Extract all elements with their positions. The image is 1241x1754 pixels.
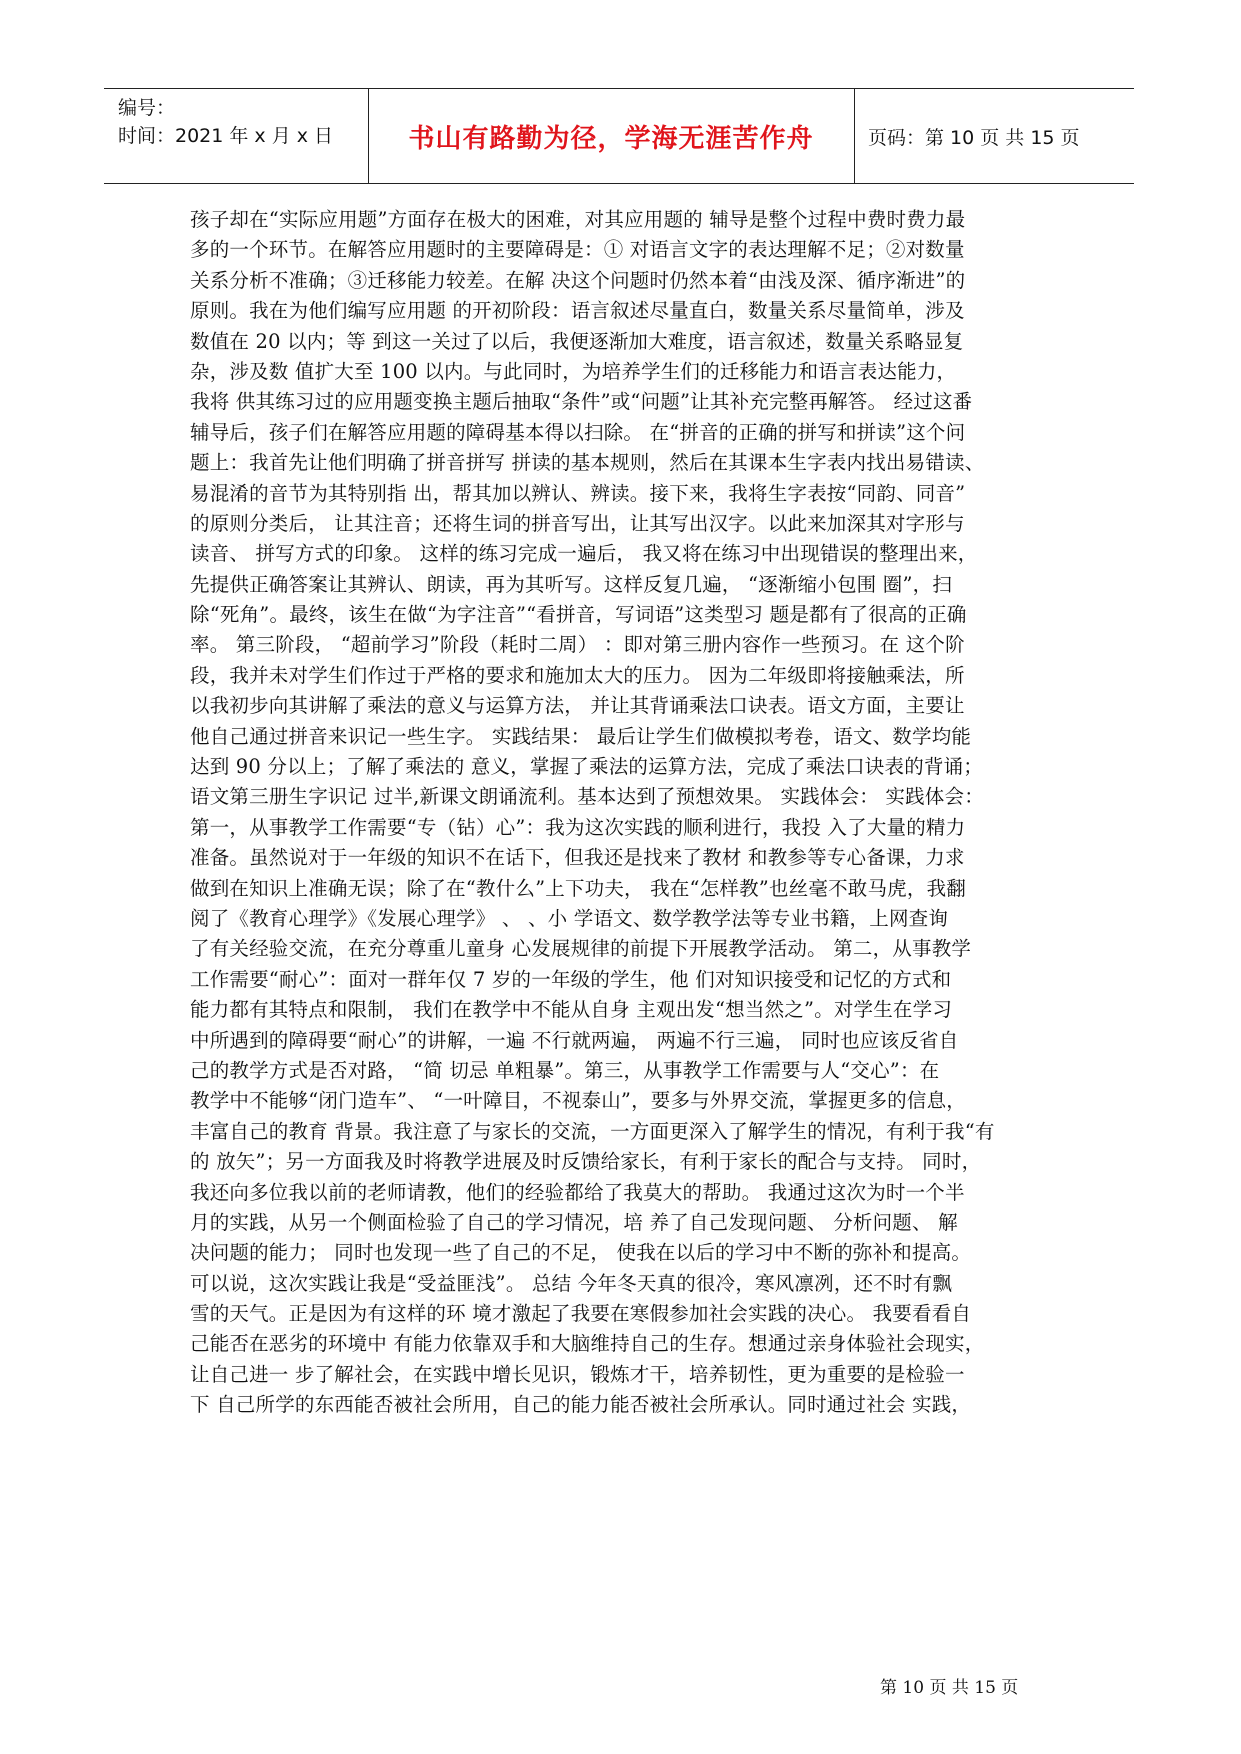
paragraph-line: 易混淆的音节为其特别指 出，帮其加以辨认、辨读。接下来，我将生字表按“同韵、同音” bbox=[190, 481, 966, 505]
paragraph-line: 杂，涉及数 值扩大至 100 以内。与此同时，为培养学生们的迁移能力和语言表达能力， bbox=[190, 359, 957, 383]
paragraph-line: 读音、 拼写方式的印象。 这样的练习完成一遍后， 我又将在练习中出现错误的整理出来， bbox=[190, 542, 978, 566]
paragraph-line: 了有关经验交流，在充分尊重儿童身 心发展规律的前提下开展教学活动。 第二，从事教学 bbox=[190, 937, 972, 961]
paragraph-line: 中所遇到的障碍要“耐心”的讲解，一遍 不行就两遍， 两遍不行三遍， 同时也应该反省自 bbox=[190, 1028, 959, 1052]
paragraph-line: 原则。我在为他们编写应用题 的开初阶段：语言叙述尽量直白，数量关系尽量简单，涉及 bbox=[190, 299, 965, 323]
paragraph-line: 做到在知识上准确无误；除了在“教什么”上下功夫， 我在“怎样教”也丝毫不敢马虎，我翻 bbox=[190, 876, 966, 900]
document-time: 时间：2021 年 x 月 x 日 bbox=[118, 125, 334, 147]
body-text bbox=[190, 205, 1070, 1421]
paragraph-line: 数值在 20 以内；等 到这一关过了以后，我便逐渐加大难度，语言叙述，数量关系略显复 bbox=[190, 329, 964, 353]
paragraph-line: 率。 第三阶段， “超前学习”阶段（耗时二周） ：即对第三册内容作一些预习。在 这个阶 bbox=[190, 633, 965, 657]
page-footer: 第 10 页 共 15 页 bbox=[880, 1678, 1019, 1698]
paragraph-line: 先提供正确答案让其辨认、朗读，再为其听写。这样反复几遍， “逐渐缩小包围 圈”，扫 bbox=[190, 572, 953, 596]
header-page-cell bbox=[854, 89, 1134, 183]
paragraph-line: 工作需要“耐心”：面对一群年仅 7 岁的一年级的学生，他 们对知识接受和记忆的方式和 bbox=[190, 967, 952, 991]
paragraph-line: 关系分析不准确；③迁移能力较差。在解 决这个问题时仍然本着“由浅及深、循序渐进”的 bbox=[190, 268, 966, 292]
paragraph-line: 己的教学方式是否对路， “简 切忌 单粗暴”。第三，从事教学工作需要与人“交心”：在 bbox=[190, 1058, 940, 1082]
paragraph-line: 可以说，这次实践让我是“受益匪浅”。 总结 今年冬天真的很冷，寒风凛冽，还不时有飘 bbox=[190, 1271, 953, 1295]
paragraph-line: 能力都有其特点和限制， 我们在教学中不能从自身 主观出发“想当然之”。对学生在学习 bbox=[190, 998, 953, 1022]
paragraph-line: 的 放矢”；另一方面我及时将教学进展及时反馈给家长，有利于家长的配合与支持。 同时， bbox=[190, 1150, 982, 1174]
paragraph-line: 下 自己所学的东西能否被社会所用，自己的能力能否被社会所承认。同时通过社会 实践， bbox=[190, 1393, 972, 1417]
paragraph-line: 月的实践，从另一个侧面检验了自己的学习情况，培 养了自己发现问题、 分析问题、 解 bbox=[190, 1210, 958, 1234]
paragraph-line: 辅导后，孩子们在解答应用题的障碍基本得以扫除。 在“拼音的正确的拼写和拼读”这个问 bbox=[190, 420, 966, 444]
document-number-label: 编号： bbox=[118, 97, 176, 119]
paragraph-line: 雪的天气。正是因为有这样的环 境才激起了我要在寒假参加社会实践的决心。 我要看看自 bbox=[190, 1302, 972, 1326]
page-header bbox=[104, 88, 1134, 184]
paragraph-line: 达到 90 分以上；了解了乘法的 意义，掌握了乘法的运算方法，完成了乘法口诀表的背诵； bbox=[190, 755, 984, 779]
paragraph-line: 孩子却在“实际应用题”方面存在极大的困难，对其应用题的 辅导是整个过程中费时费力最 bbox=[190, 208, 966, 231]
paragraph-line: 第一，从事教学工作需要“专（钻）心”：我为这次实践的顺利进行，我投 入了大量的精力 bbox=[190, 815, 966, 839]
header-page-code: 页码：第 10 页 共 15 页 bbox=[868, 127, 1080, 149]
paragraph-line: 准备。虽然说对于一年级的知识不在话下，但我还是找来了教材 和教参等专心备课，力求 bbox=[190, 846, 965, 870]
header-motto: 书山有路勤为径，学海无涯苦作舟 bbox=[408, 124, 814, 154]
paragraph-line: 教学中不能够“闭门造车”、 “一叶障目，不视泰山”，要多与外界交流，掌握更多的信息， bbox=[190, 1089, 966, 1113]
paragraph-line: 以我初步向其讲解了乘法的意义与运算方法， 并让其背诵乘法口诀表。语文方面，主要让 bbox=[190, 694, 965, 718]
paragraph-line: 语文第三册生字识记 过半,新课文朗诵流利。基本达到了预想效果。 实践体会： 实践体会： bbox=[190, 785, 984, 809]
header-motto-cell bbox=[368, 89, 855, 183]
paragraph-line: 除“死角”。最终，该生在做“为字注音”“看拼音，写词语”这类型习 题是都有了很高的正确 bbox=[190, 603, 967, 627]
paragraph-line: 他自己通过拼音来识记一些生字。 实践结果： 最后让学生们做模拟考卷，语文、数学均能 bbox=[190, 724, 972, 748]
paragraph-line: 题上：我首先让他们明确了拼音拼写 拼读的基本规则，然后在其课本生字表内找出易错读、 bbox=[190, 451, 985, 475]
paragraph-line: 我将 供其练习过的应用题变换主题后抽取“条件”或“问题”让其补充完整再解答。 经过这番 bbox=[190, 390, 973, 414]
paragraph-line: 阅了《教育心理学》《发展心理学》 、 、小 学语文、数学教学法等专业书籍，上网查询 bbox=[190, 906, 949, 930]
paragraph-line: 己能否在恶劣的环境中 有能力依靠双手和大脑维持自己的生存。想通过亲身体验社会现实， bbox=[190, 1332, 985, 1356]
paragraph-line: 让自己进一 步了解社会，在实践中增长见识，锻炼才干，培养韧性，更为重要的是检验一 bbox=[190, 1362, 965, 1386]
paragraph-line: 段，我并未对学生们作过于严格的要求和施加太大的压力。 因为二年级即将接触乘法，所 bbox=[190, 663, 965, 687]
paragraph-line: 决问题的能力； 同时也发现一些了自己的不足， 使我在以后的学习中不断的弥补和提高。 bbox=[190, 1241, 972, 1265]
paragraph-line: 我还向多位我以前的老师请教，他们的经验都给了我莫大的帮助。 我通过这次为时一个半 bbox=[190, 1180, 965, 1204]
header-meta-cell bbox=[104, 89, 369, 183]
paragraph-line: 丰富自己的教育 背景。我注意了与家长的交流，一方面更深入了解学生的情况，有利于我“有 bbox=[190, 1119, 995, 1143]
paragraph-line: 多的一个环节。在解答应用题时的主要障碍是：① 对语言文字的表达理解不足；②对数量 bbox=[190, 238, 965, 262]
paragraph-line: 的原则分类后， 让其注音；还将生词的拼音写出，让其写出汉字。以此来加深其对字形与 bbox=[190, 511, 965, 535]
